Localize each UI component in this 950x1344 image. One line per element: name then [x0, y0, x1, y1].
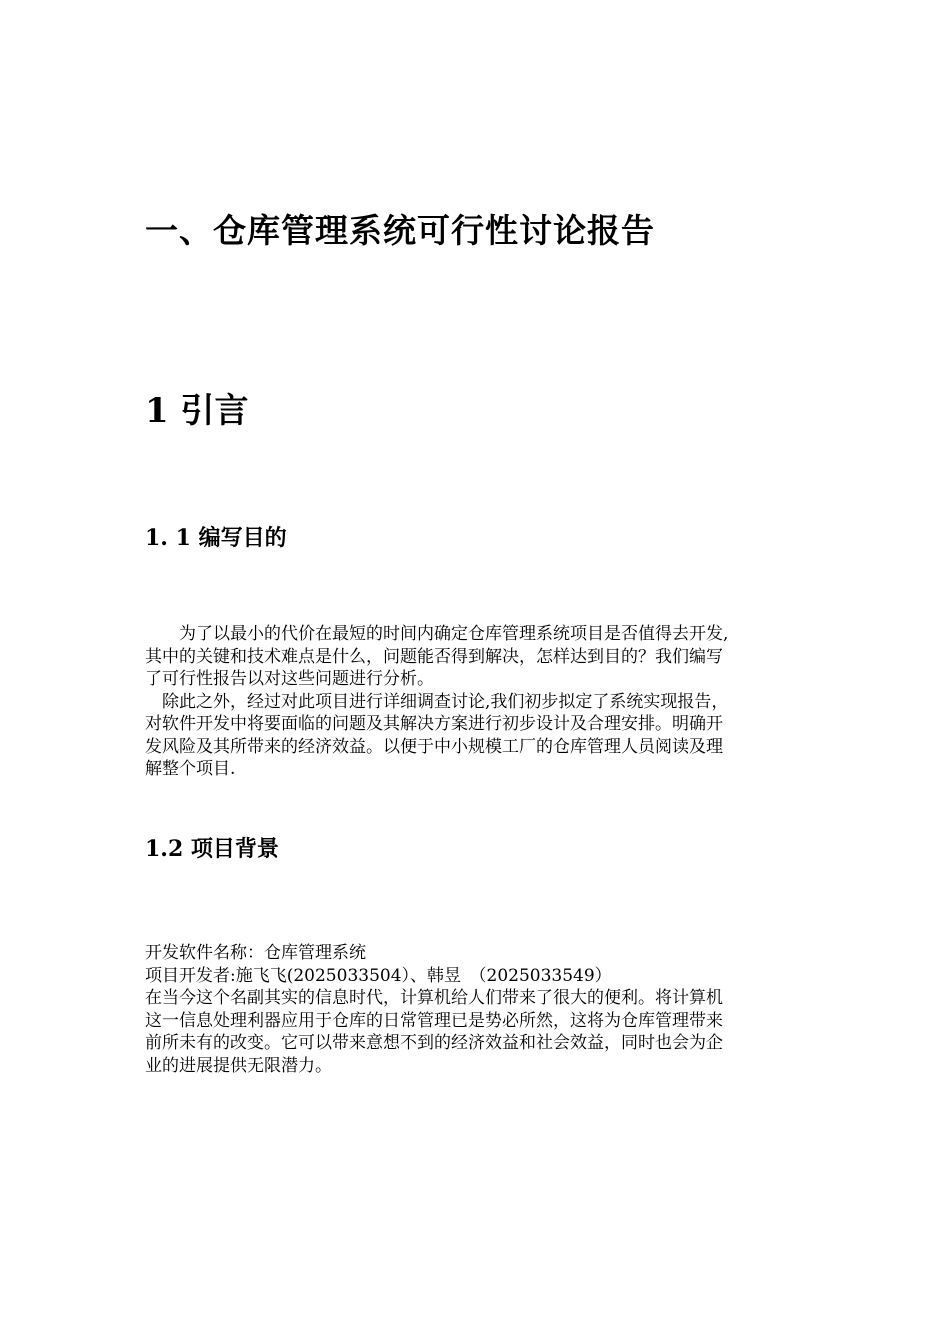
- paragraph-line: 在当今这个名副其实的信息时代，计算机给人们带来了很大的便利。将计算机: [145, 988, 723, 1008]
- paragraph-line: 解整个项目.: [145, 759, 236, 779]
- paragraph-line: 除此之外，经过对此项目进行详细调查讨论,我们初步拟定了系统实现报告，: [145, 691, 729, 712]
- section-heading-background: 1.2 项目背景: [145, 836, 279, 862]
- purpose-paragraph: [145, 623, 810, 781]
- paragraph-line: 其中的关键和技术难点是什么，问题能否得到解决，怎样达到目的？我们编写: [145, 646, 723, 667]
- paragraph-line: 发风险及其所带来的经济效益。以便于中小规模工厂的仓库管理人员阅读及理: [145, 736, 723, 757]
- paragraph-line: 为了以最小的代价在最短的时间内确定仓库管理系统项目是否值得去开发,: [145, 624, 729, 644]
- document-title: 一、仓库管理系统可行性讨论报告: [145, 211, 655, 250]
- paragraph-line: 业的进展提供无限潜力。: [145, 1055, 332, 1076]
- software-name-line: 开发软件名称：仓库管理系统: [145, 943, 366, 963]
- section-heading-introduction: 1 引言: [145, 391, 249, 431]
- paragraph-line: 这一信息处理利器应用于仓库的日常管理已是势必所然，这将为仓库管理带来: [145, 1010, 723, 1031]
- paragraph-line: 前所未有的改变。它可以带来意想不到的经济效益和社会效益，同时也会为企: [145, 1033, 723, 1053]
- paragraph-line: 对软件开发中将要面临的问题及其解决方案进行初步设计及合理安排。明确开: [145, 714, 723, 734]
- background-paragraph: [145, 942, 810, 1077]
- developers-line: 项目开发者:施飞飞(2025033504）、韩昱 （2025033549）: [145, 965, 612, 986]
- section-heading-purpose: 1. 1 编写目的: [145, 525, 287, 551]
- paragraph-line: 了可行性报告以对这些问题进行分析。: [145, 669, 434, 689]
